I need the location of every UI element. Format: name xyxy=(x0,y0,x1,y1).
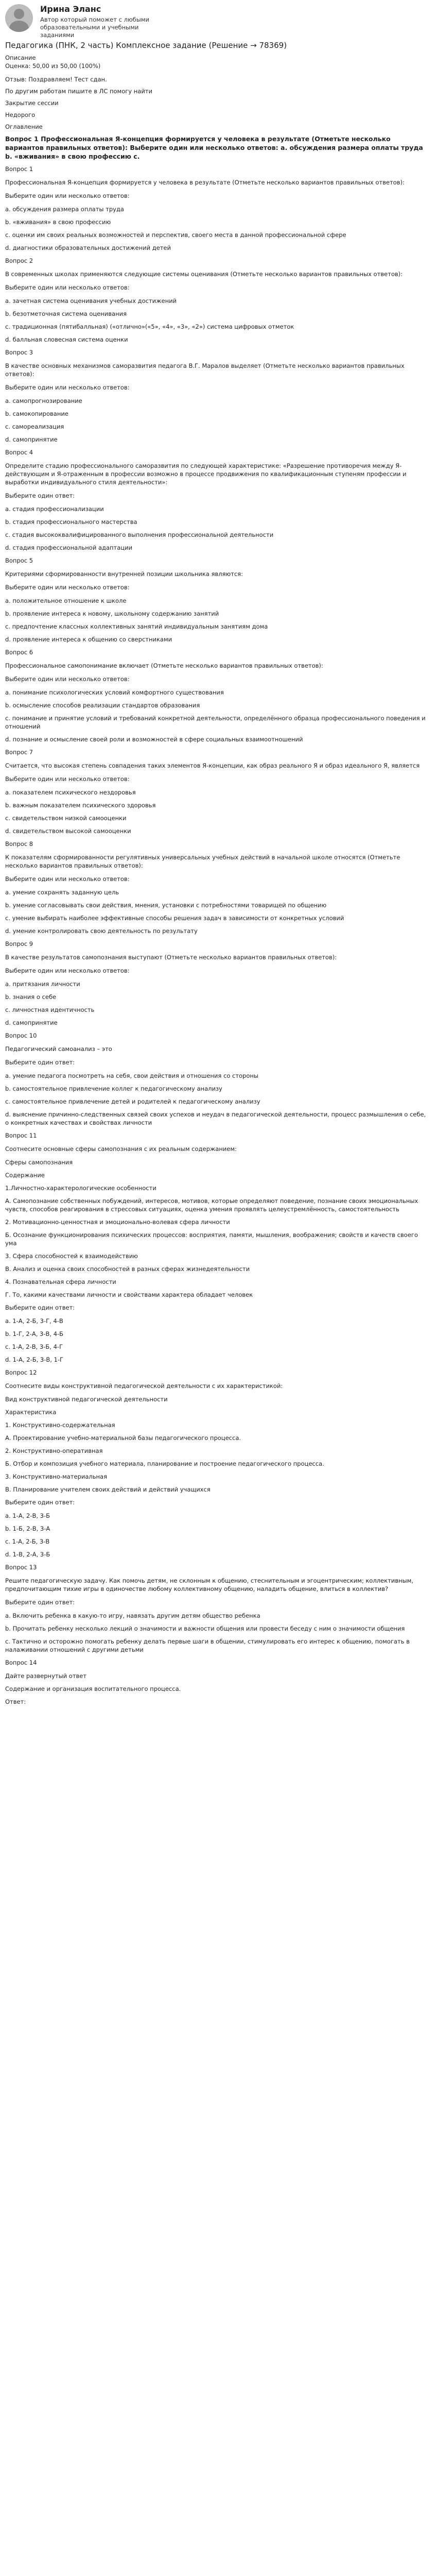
answer-option: d. выяснение причинно-следственных связей своих успехов и неудач в педагогической деятельности, процесс размышления о себе, о конкретных качествах и свойствах личности xyxy=(5,1111,426,1126)
question-instruction: Выберите один ответ: xyxy=(5,1499,75,1506)
matching-item: 1.Личностно-характерологические особенности xyxy=(5,1184,156,1192)
answer-option: d. стадия профессиональной адаптации xyxy=(5,544,133,551)
answer-option: b. умение согласовывать свои действия, мнения, установки с потребностями товарищей по общению xyxy=(5,902,327,909)
question-instruction: Выберите один или несколько ответов: xyxy=(5,875,130,883)
answer-option: b. важным показателем психического здоровья xyxy=(5,802,156,809)
question-number: Вопрос 1 xyxy=(5,165,33,173)
answer-option: d. познание и осмысление своей роли и возможностей в сфере социальных взаимоотношений xyxy=(5,736,303,743)
answer-option: c. оценки им своих реальных возможностей и перспектив, своего места в данной профессиональной сфере xyxy=(5,231,346,239)
matching-item: 2. Конструктивно-оперативная xyxy=(5,1447,103,1454)
question-block-1 xyxy=(5,165,431,252)
answer-option: c. традиционная (пятибалльная) («отлично»(«5», «4», «3», «2») система цифровых отметок xyxy=(5,323,294,330)
answer-option: b. безотметочная система оценивания xyxy=(5,310,127,317)
matching-heading-right: Содержание xyxy=(5,1172,45,1179)
answer-option: b. Прочитать ребенку несколько лекций о значимости и важности общения или провести беседу с ним о значимости общения xyxy=(5,1625,405,1632)
question-text: Соотнесите основные сферы самопознания с их реальным содержанием: xyxy=(5,1145,237,1153)
question-instruction: Выберите один или несколько ответов: xyxy=(5,967,130,974)
answer-option: a. показателем психического нездоровья xyxy=(5,789,136,796)
matching-item: В. Планирование учителем своих действий и действий учащихся xyxy=(5,1486,211,1493)
question-number: Вопрос 3 xyxy=(5,349,33,356)
question-instruction: Выберите один или несколько ответов: xyxy=(5,775,130,783)
question-number: Вопрос 2 xyxy=(5,257,33,264)
answer-option: c. стадия высококвалифицированного выполнения профессиональной деятельности xyxy=(5,531,274,538)
question-text: Дайте развернутый ответ xyxy=(5,1672,87,1680)
toc-text: Оглавление xyxy=(5,123,43,130)
matching-item: 4. Познавательная сфера личности xyxy=(5,1278,116,1285)
price-text: Недорого xyxy=(5,111,36,118)
question-instruction: Выберите один или несколько ответов: xyxy=(5,584,130,591)
answer-option: c. 1-А, 2-Б, 3-В xyxy=(5,1538,50,1545)
matching-item: В. Анализ и оценка своих способностей в разных сферах жизнедеятельности xyxy=(5,1265,250,1273)
author-name[interactable]: Ирина Эланс xyxy=(40,4,101,14)
question-text: К показателям сформированности регулятивных универсальных учебных действий в начальной школе относятся (Отметьте несколько вариантов правильных ответов): xyxy=(5,854,400,869)
matching-item: Г. То, какими качествами личности и свойствами характера обладает человек xyxy=(5,1291,253,1298)
answer-option: d. 1-А, 2-Б, 3-В, 1-Г xyxy=(5,1356,64,1363)
answer-option: b. 1-Б, 2-В, 3-А xyxy=(5,1525,50,1532)
question-number: Вопрос 14 xyxy=(5,1659,37,1666)
answer-option: d. умение контролировать свою деятельность по результату xyxy=(5,927,198,935)
answer-option: c. личностная идентичность xyxy=(5,1006,95,1013)
question-text: Педагогический самоанализ – это xyxy=(5,1045,112,1053)
answer-option: a. 1-А, 2-Б, 3-Г, 4-В xyxy=(5,1317,63,1325)
question-number: Вопрос 7 xyxy=(5,749,33,756)
matching-item: 1. Конструктивно-содержательная xyxy=(5,1421,115,1429)
question-text: Считается, что высокая степень совпадения таких элементов Я-концепции, как образ реального Я и образ идеального Я, является xyxy=(5,762,420,769)
question-text: Соотнесите виды конструктивной педагогической деятельности с их характеристикой: xyxy=(5,1382,283,1389)
answer-option: d. проявление интереса к общению со сверстниками xyxy=(5,636,172,643)
matching-item: А. Проектирование учебно-материальной базы педагогического процесса. xyxy=(5,1434,241,1442)
question-text: Критериями сформированности внутренней позиции школьника являются: xyxy=(5,570,243,578)
author-info xyxy=(40,3,159,39)
question-text: Решите педагогическую задачу. Как помочь детям, не склонным к общению, стеснительным и эгоцентрическим; коллективным, предпочитающим тихие игры в одиночестве любому коллективному общению, наладить общение, влиться в коллектив? xyxy=(5,1577,413,1592)
answer-option: a. зачетная система оценивания учебных достижений xyxy=(5,297,177,304)
question-block-8 xyxy=(5,840,431,935)
question-instruction: Выберите один или несколько ответов: xyxy=(5,192,130,199)
question-subtext: Содержание и организация воспитательного процесса. xyxy=(5,1685,181,1692)
answer-option: a. обсуждения размера оплаты труда xyxy=(5,206,124,213)
answer-option: d. диагностики образовательных достижений детей xyxy=(5,244,171,251)
answer-option: b. самостоятельное привлечение коллег к педагогическому анализу xyxy=(5,1085,222,1092)
question-block-13 xyxy=(5,1563,431,1654)
answer-option: a. положительное отношение к школе xyxy=(5,597,127,604)
page-title: Педагогика (ПНК, 2 часть) Комплексное задание (Решение → 78369) xyxy=(5,41,287,50)
question-block-14 xyxy=(5,1658,431,1706)
answer-option: a. умение педагога посмотреть на себя, свои действия и отношения со стороны xyxy=(5,1072,258,1079)
question-number: Вопрос 9 xyxy=(5,940,33,947)
question-instruction: Выберите один или несколько ответов: xyxy=(5,675,130,683)
answer-option: a. притязания личности xyxy=(5,980,80,988)
answer-option: a. Включить ребенка в какую-то игру, навязать другим детям общество ребенка xyxy=(5,1612,260,1619)
matching-heading-right: Характеристика xyxy=(5,1409,57,1416)
question-heading: Вопрос 1 Профессиональная Я-концепция формируется у человека в результате (Отметьте несколько вариантов правильных ответов): Выберите один или несколько ответов: a. обсуждения размера оплаты труда b. «вживания» в свою профессию с. xyxy=(5,135,423,160)
question-block-7 xyxy=(5,748,431,835)
author-description: Автор который поможет с любыми образовательными и учебными заданиями xyxy=(40,16,149,39)
answer-option: b. осмысление способов реализации стандартов образования xyxy=(5,702,200,709)
other-works-text: По другим работам пишите в ЛС помогу найти xyxy=(5,88,152,95)
answer-option: c. самореализация xyxy=(5,423,64,430)
matching-item: 3. Сфера способностей к взаимодействию xyxy=(5,1252,138,1260)
feedback-text: Отзыв: Поздравляем! Тест сдан. xyxy=(5,76,107,83)
question-number: Вопрос 4 xyxy=(5,449,33,456)
question-block-6 xyxy=(5,648,431,743)
question-number: Вопрос 6 xyxy=(5,649,33,656)
answer-option: c. умение выбирать наиболее эффективные способы решения задач в зависимости от конкретных условий xyxy=(5,914,344,922)
question-block-11 xyxy=(5,1131,431,1364)
answer-option: b. стадия профессионального мастерства xyxy=(5,518,137,526)
question-number: Вопрос 8 xyxy=(5,840,33,848)
matching-item: 3. Конструктивно-материальная xyxy=(5,1473,108,1480)
question-text: В качестве результатов самопознания выступают (Отметьте несколько вариантов правильных ответов): xyxy=(5,954,337,961)
question-instruction: Выберите один или несколько ответов: xyxy=(5,284,130,291)
answer-option: c. самостоятельное привлечение детей и родителей к педагогическому анализу xyxy=(5,1098,260,1105)
question-instruction: Выберите один ответ: xyxy=(5,1304,75,1311)
matching-item: Б. Осознание функционирования психических процессов: восприятия, памяти, мышления, воображения; свойств и качеств своего ума xyxy=(5,1231,418,1247)
question-text: Профессиональная Я-концепция формируется у человека в результате (Отметьте несколько вариантов правильных ответов): xyxy=(5,179,405,186)
question-instruction: Выберите один ответ: xyxy=(5,492,75,499)
answer-option: b. знания о себе xyxy=(5,993,57,1001)
session-text: Закрытие сессии xyxy=(5,99,59,107)
author-header xyxy=(5,3,431,39)
matching-item: Б. Отбор и композиция учебного материала, планирование и построение педагогического процесса. xyxy=(5,1460,324,1467)
answer-option: b. «вживания» в свою профессию xyxy=(5,218,111,226)
answer-option: a. умение сохранять заданную цель xyxy=(5,889,119,896)
answer-option: a. самопрогнозирование xyxy=(5,397,82,404)
answer-option: a. 1-А, 2-В, 3-Б xyxy=(5,1512,50,1519)
answer-option: a. стадия профессионализации xyxy=(5,505,104,513)
matching-heading-left: Вид конструктивной педагогической деятельности xyxy=(5,1396,168,1403)
answer-option: c. предпочтение классных коллективных занятий индивидуальным занятиям дома xyxy=(5,623,268,630)
question-block-9 xyxy=(5,940,431,1027)
question-number: Вопрос 13 xyxy=(5,1564,37,1571)
question-block-4 xyxy=(5,448,431,552)
question-block-2 xyxy=(5,257,431,344)
answer-label: Ответ: xyxy=(5,1698,26,1705)
score-text: Оценка: 50,00 из 50,00 (100%) xyxy=(5,62,101,70)
question-text: В качестве основных механизмов саморазвития педагога В.Г. Маралов выделяет (Отметьте несколько вариантов правильных ответов): xyxy=(5,362,405,378)
question-block-12 xyxy=(5,1368,431,1558)
matching-item: А. Самопознание собственных побуждений, интересов, мотивов, которые определяют поведение, познание своих эмоциональных чувств, способов реагирования в стрессовых ситуациях, оценка умения проявлять целеустремлённость, самостоятельность xyxy=(5,1197,418,1213)
answer-option: c. свидетельством низкой самооценки xyxy=(5,815,127,822)
answer-option: c. 1-А, 2-В, 3-Б, 4-Г xyxy=(5,1343,63,1350)
avatar[interactable] xyxy=(5,4,33,32)
question-block-10 xyxy=(5,1031,431,1127)
description-label: Описание xyxy=(5,54,36,61)
question-block-5 xyxy=(5,556,431,643)
question-instruction: Выберите один ответ: xyxy=(5,1599,75,1606)
matching-heading-left: Сферы самопознания xyxy=(5,1159,73,1166)
question-block-3 xyxy=(5,348,431,444)
question-instruction: Выберите один или несколько ответов: xyxy=(5,384,130,391)
question-number: Вопрос 5 xyxy=(5,557,33,564)
question-instruction: Выберите один ответ: xyxy=(5,1059,75,1066)
answer-option: d. балльная словесная система оценки xyxy=(5,336,128,343)
answer-option: c. понимание и принятие условий и требований конкретной деятельности, определённого образца профессионального поведения и отношений xyxy=(5,715,426,730)
answer-option: c. Тактично и осторожно помогать ребенку делать первые шаги в общении, стимулировать его интерес к общению, помогать в налаживании отношений с другими детьми xyxy=(5,1638,410,1653)
question-text: Профессиональное самопонимание включает (Отметьте несколько вариантов правильных ответов): xyxy=(5,662,323,669)
answer-option: a. понимание психологических условий комфортного существования xyxy=(5,689,224,696)
answer-option: d. самопринятие xyxy=(5,436,58,443)
answer-option: b. проявление интереса к новому, школьному содержанию занятий xyxy=(5,610,219,617)
answer-option: d. самопринятие xyxy=(5,1019,58,1026)
question-text: В современных школах применяются следующие системы оценивания (Отметьте несколько вариантов правильных ответов): xyxy=(5,270,403,278)
answer-option: d. 1-В, 2-А, 3-Б xyxy=(5,1551,50,1558)
matching-item: 2. Мотивационно-ценностная и эмоционально-волевая сфера личности xyxy=(5,1218,230,1226)
question-number: Вопрос 10 xyxy=(5,1032,37,1039)
avatar-body-shape xyxy=(9,21,29,32)
answer-option: b. самокопирование xyxy=(5,410,68,417)
question-text: Определите стадию профессионального саморазвития по следующей характеристике: «Разрешение противоречия между Я-действующим и Я-отраженным в профессии возможно в процессе продвижения по квалификационным ступеням профессии и выработки индивидуального стиля деятельности»: xyxy=(5,462,407,486)
answer-option: d. свидетельством высокой самооценки xyxy=(5,827,131,835)
question-number: Вопрос 12 xyxy=(5,1369,37,1376)
answer-option: b. 1-Г, 2-А, 3-В, 4-Б xyxy=(5,1330,64,1337)
avatar-head-shape xyxy=(14,9,24,19)
question-number: Вопрос 11 xyxy=(5,1132,37,1139)
